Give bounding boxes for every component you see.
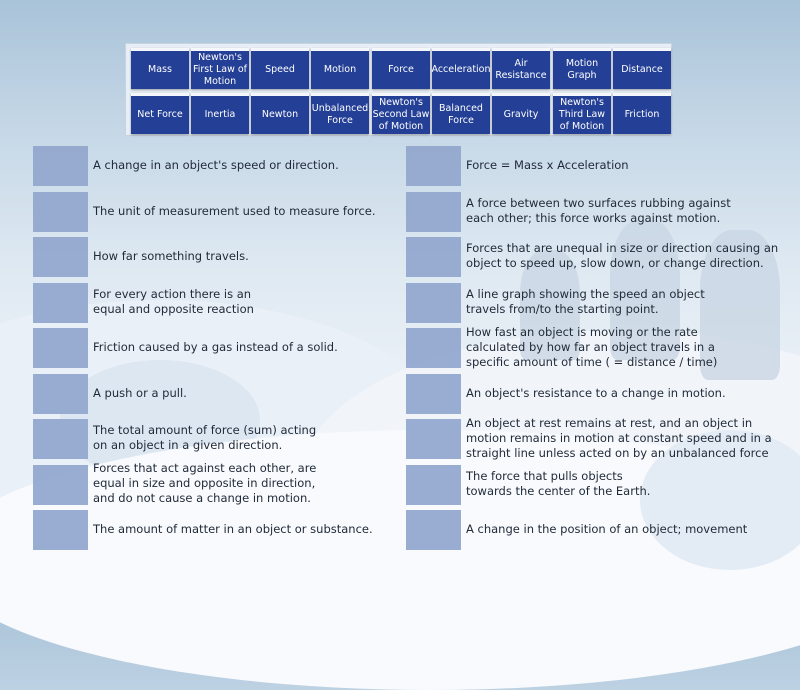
- definition-text: The force that pulls objects towards the center of the Earth.: [466, 469, 651, 498]
- word-tile-inertia[interactable]: Inertia: [191, 93, 249, 134]
- answer-slot[interactable]: [33, 283, 88, 323]
- answer-slot[interactable]: [33, 374, 88, 414]
- word-tile-newton[interactable]: Newton: [251, 93, 309, 134]
- definition-text: Forces that are unequal in size or direction causing an object to speed up, slow down, or change direction.: [466, 241, 779, 270]
- definition-text: Friction caused by a gas instead of a solid.: [93, 340, 338, 354]
- word-tile-friction[interactable]: Friction: [613, 93, 671, 134]
- answer-slot[interactable]: [33, 192, 88, 232]
- word-tile-newtons-second-law[interactable]: Newton's Second Law of Motion: [372, 93, 430, 134]
- answer-slot[interactable]: [33, 328, 88, 368]
- definition-text: The amount of matter in an object or substance.: [93, 522, 373, 536]
- definition-text: A push or a pull.: [93, 386, 187, 400]
- answer-slot[interactable]: [406, 146, 461, 186]
- answer-slot[interactable]: [406, 465, 461, 505]
- definition-text: An object at rest remains at rest, and an object in motion remains in motion at constant speed and in a straight line unless acted on by an unbalanced force: [466, 416, 772, 460]
- definition-text: The total amount of force (sum) acting on an object in a given direction.: [93, 423, 317, 452]
- answer-slot[interactable]: [33, 510, 88, 550]
- word-tile-unbalanced-force[interactable]: Unbalanced Force: [311, 93, 369, 134]
- answer-slot[interactable]: [33, 465, 88, 505]
- word-tile-newtons-first-law[interactable]: Newton's First Law of Motion: [191, 48, 249, 89]
- answer-slot[interactable]: [406, 283, 461, 323]
- word-tile-air-resistance[interactable]: Air Resistance: [492, 48, 550, 89]
- answer-slot[interactable]: [406, 374, 461, 414]
- word-tile-force[interactable]: Force: [372, 48, 430, 89]
- word-tile-newtons-third-law[interactable]: Newton's Third Law of Motion: [553, 93, 611, 134]
- definition-text: A change in an object's speed or direction.: [93, 158, 339, 172]
- definition-text: A force between two surfaces rubbing against each other; this force works against motion.: [466, 196, 731, 225]
- definition-text: How fast an object is moving or the rate calculated by how far an object travels in a specific amount of time ( = distance / time): [466, 325, 718, 369]
- definition-text: A line graph showing the speed an object travels from/to the starting point.: [466, 287, 705, 316]
- answer-slot[interactable]: [406, 192, 461, 232]
- word-tile-motion[interactable]: Motion: [311, 48, 369, 89]
- word-tile-acceleration[interactable]: Acceleration: [432, 48, 490, 89]
- definition-text: For every action there is an equal and opposite reaction: [93, 287, 254, 316]
- word-tile-distance[interactable]: Distance: [613, 48, 671, 89]
- definition-text: The unit of measurement used to measure force.: [93, 204, 376, 218]
- word-tile-net-force[interactable]: Net Force: [131, 93, 189, 134]
- definition-text: An object's resistance to a change in motion.: [466, 386, 726, 400]
- word-bank: [125, 43, 672, 136]
- word-tile-balanced-force[interactable]: Balanced Force: [432, 93, 490, 134]
- answer-slot[interactable]: [406, 510, 461, 550]
- word-tile-gravity[interactable]: Gravity: [492, 93, 550, 134]
- answer-slot[interactable]: [406, 237, 461, 277]
- answer-slot[interactable]: [33, 237, 88, 277]
- definition-text: A change in the position of an object; movement: [466, 522, 748, 536]
- word-tile-speed[interactable]: Speed: [251, 48, 309, 89]
- answer-slot[interactable]: [33, 419, 88, 459]
- answer-slot[interactable]: [33, 146, 88, 186]
- answer-slot[interactable]: [406, 419, 461, 459]
- definition-text: How far something travels.: [93, 249, 249, 263]
- word-tile-mass[interactable]: Mass: [131, 48, 189, 89]
- word-tile-motion-graph[interactable]: Motion Graph: [553, 48, 611, 89]
- definition-text: Forces that act against each other, are equal in size and opposite in direction, and do not cause a change in motion.: [93, 461, 317, 505]
- answer-slot[interactable]: [406, 328, 461, 368]
- definition-text: Force = Mass x Acceleration: [466, 158, 629, 172]
